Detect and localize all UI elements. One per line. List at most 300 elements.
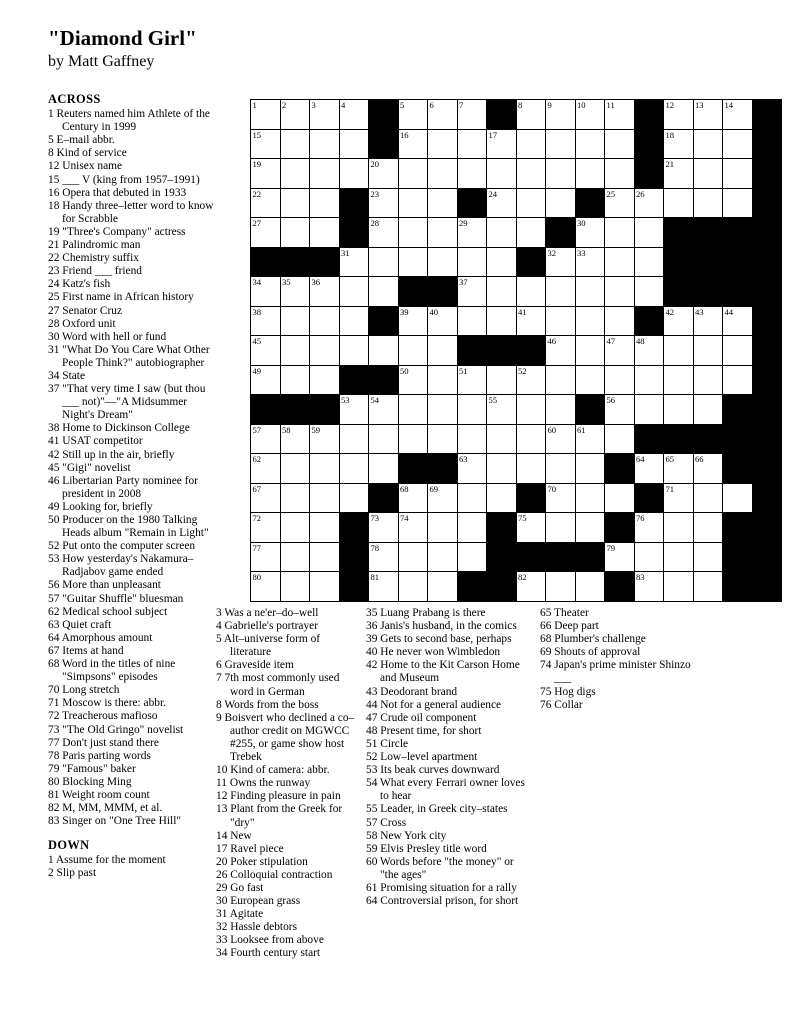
clue-item[interactable] [48,449,220,462]
clue-item[interactable] [216,803,364,829]
grid-cell[interactable] [428,365,458,395]
clue-item[interactable] [48,462,220,475]
grid-cell[interactable] [487,247,517,277]
grid-cell[interactable] [428,100,458,130]
grid-cell[interactable] [428,483,458,513]
grid-cell[interactable] [664,454,694,484]
grid-cell[interactable] [664,483,694,513]
grid-cell[interactable] [693,454,723,484]
grid-cell[interactable] [339,247,369,277]
grid-cell[interactable] [310,542,340,572]
grid-cell[interactable] [516,572,546,602]
grid-cell[interactable] [457,395,487,425]
grid-cell[interactable] [546,572,576,602]
grid-cell[interactable] [546,336,576,366]
grid-cell[interactable] [605,188,635,218]
clue-item[interactable] [48,239,220,252]
clue-item[interactable] [366,751,534,764]
clue-item[interactable] [216,712,364,764]
grid-cell[interactable] [487,188,517,218]
clue-item[interactable] [366,607,534,620]
grid-cell[interactable] [664,572,694,602]
clue-item[interactable] [216,764,364,777]
grid-cell[interactable] [428,395,458,425]
clue-item[interactable] [48,475,220,501]
grid-cell[interactable] [546,100,576,130]
grid-table[interactable] [250,99,782,602]
clue-item[interactable] [540,699,700,712]
grid-cell[interactable] [251,542,281,572]
grid-cell[interactable] [634,247,664,277]
grid-cell[interactable] [546,513,576,543]
grid-cell[interactable] [280,365,310,395]
clue-item[interactable] [48,606,220,619]
grid-cell[interactable] [310,336,340,366]
clue-item[interactable] [216,908,364,921]
grid-cell[interactable] [487,395,517,425]
crossword-grid[interactable] [250,99,782,602]
clue-item[interactable] [48,854,220,867]
grid-cell[interactable] [398,424,428,454]
grid-cell[interactable] [398,306,428,336]
grid-cell[interactable] [398,218,428,248]
clue-item[interactable] [366,699,534,712]
grid-cell[interactable] [398,129,428,159]
grid-cell[interactable] [339,277,369,307]
grid-cell[interactable] [310,306,340,336]
grid-cell[interactable] [280,129,310,159]
grid-cell[interactable] [280,483,310,513]
grid-cell[interactable] [251,188,281,218]
grid-cell[interactable] [605,365,635,395]
grid-cell[interactable] [693,542,723,572]
grid-cell[interactable] [310,100,340,130]
clue-item[interactable] [366,843,534,856]
grid-cell[interactable] [310,513,340,543]
grid-cell[interactable] [487,424,517,454]
grid-cell[interactable] [457,306,487,336]
grid-cell[interactable] [428,306,458,336]
grid-cell[interactable] [428,188,458,218]
clue-item[interactable] [216,777,364,790]
clue-item[interactable] [366,686,534,699]
grid-cell[interactable] [251,218,281,248]
grid-cell[interactable] [398,336,428,366]
clue-item[interactable] [366,882,534,895]
grid-cell[interactable] [339,129,369,159]
clue-item[interactable] [366,777,534,803]
clue-item[interactable] [48,802,220,815]
clue-item[interactable] [48,265,220,278]
grid-cell[interactable] [457,542,487,572]
clue-item[interactable] [48,867,220,880]
clue-item[interactable] [216,659,364,672]
grid-cell[interactable] [339,336,369,366]
grid-cell[interactable] [369,247,399,277]
grid-cell[interactable] [339,454,369,484]
grid-cell[interactable] [369,336,399,366]
grid-cell[interactable] [369,159,399,189]
grid-cell[interactable] [546,365,576,395]
clue-item[interactable] [366,725,534,738]
grid-cell[interactable] [634,542,664,572]
grid-cell[interactable] [634,336,664,366]
clue-item[interactable] [366,633,534,646]
grid-cell[interactable] [280,336,310,366]
clue-item[interactable] [48,658,220,684]
clue-item[interactable] [48,579,220,592]
grid-cell[interactable] [339,100,369,130]
grid-cell[interactable] [664,159,694,189]
grid-cell[interactable] [575,159,605,189]
grid-cell[interactable] [605,100,635,130]
grid-cell[interactable] [310,424,340,454]
grid-cell[interactable] [516,159,546,189]
grid-cell[interactable] [280,306,310,336]
grid-cell[interactable] [280,454,310,484]
grid-cell[interactable] [251,159,281,189]
grid-cell[interactable] [280,572,310,602]
grid-cell[interactable] [369,513,399,543]
grid-cell[interactable] [693,513,723,543]
clue-item[interactable] [48,344,220,370]
grid-cell[interactable] [251,100,281,130]
grid-cell[interactable] [251,306,281,336]
grid-cell[interactable] [575,424,605,454]
clue-item[interactable] [48,160,220,173]
grid-cell[interactable] [251,365,281,395]
grid-cell[interactable] [280,100,310,130]
grid-cell[interactable] [723,365,753,395]
grid-cell[interactable] [251,277,281,307]
grid-cell[interactable] [546,188,576,218]
grid-cell[interactable] [457,218,487,248]
grid-cell[interactable] [251,513,281,543]
grid-cell[interactable] [634,572,664,602]
grid-cell[interactable] [605,336,635,366]
grid-cell[interactable] [398,513,428,543]
grid-cell[interactable] [575,277,605,307]
grid-cell[interactable] [693,159,723,189]
grid-cell[interactable] [546,454,576,484]
clue-item[interactable] [216,947,364,960]
clue-item[interactable] [216,633,364,659]
grid-cell[interactable] [487,218,517,248]
grid-cell[interactable] [280,542,310,572]
clue-item[interactable] [48,278,220,291]
grid-cell[interactable] [369,395,399,425]
clue-item[interactable] [48,174,220,187]
grid-cell[interactable] [398,188,428,218]
grid-cell[interactable] [575,513,605,543]
grid-cell[interactable] [634,395,664,425]
grid-cell[interactable] [605,159,635,189]
grid-cell[interactable] [428,218,458,248]
clue-item[interactable] [48,305,220,318]
grid-cell[interactable] [398,247,428,277]
grid-cell[interactable] [398,395,428,425]
grid-cell[interactable] [516,129,546,159]
grid-cell[interactable] [310,188,340,218]
clue-item[interactable] [540,646,700,659]
grid-cell[interactable] [310,483,340,513]
grid-cell[interactable] [339,306,369,336]
grid-cell[interactable] [575,247,605,277]
grid-cell[interactable] [369,454,399,484]
clue-item[interactable] [48,501,220,514]
grid-cell[interactable] [605,247,635,277]
grid-cell[interactable] [605,483,635,513]
grid-cell[interactable] [487,365,517,395]
grid-cell[interactable] [310,218,340,248]
grid-cell[interactable] [457,483,487,513]
clue-item[interactable] [216,843,364,856]
grid-cell[interactable] [280,424,310,454]
grid-cell[interactable] [251,483,281,513]
grid-cell[interactable] [457,159,487,189]
clue-item[interactable] [216,921,364,934]
grid-cell[interactable] [605,424,635,454]
grid-cell[interactable] [575,336,605,366]
grid-cell[interactable] [339,483,369,513]
grid-cell[interactable] [723,159,753,189]
grid-cell[interactable] [634,218,664,248]
clue-item[interactable] [366,856,534,882]
grid-cell[interactable] [693,336,723,366]
clue-item[interactable] [48,632,220,645]
grid-cell[interactable] [310,277,340,307]
grid-cell[interactable] [664,365,694,395]
grid-cell[interactable] [280,159,310,189]
grid-cell[interactable] [605,129,635,159]
grid-cell[interactable] [369,424,399,454]
grid-cell[interactable] [251,572,281,602]
clue-item[interactable] [48,815,220,828]
grid-cell[interactable] [516,424,546,454]
grid-cell[interactable] [723,483,753,513]
clue-item[interactable] [216,699,364,712]
grid-cell[interactable] [575,483,605,513]
grid-cell[interactable] [693,483,723,513]
clue-item[interactable] [48,422,220,435]
grid-cell[interactable] [428,336,458,366]
grid-cell[interactable] [280,513,310,543]
grid-cell[interactable] [634,188,664,218]
clue-item[interactable] [216,790,364,803]
grid-cell[interactable] [398,572,428,602]
grid-cell[interactable] [428,572,458,602]
clue-item[interactable] [216,620,364,633]
grid-cell[interactable] [723,129,753,159]
clue-item[interactable] [48,108,220,134]
clue-item[interactable] [216,607,364,620]
grid-cell[interactable] [546,277,576,307]
clue-item[interactable] [48,593,220,606]
clue-item[interactable] [48,514,220,540]
grid-cell[interactable] [280,188,310,218]
grid-cell[interactable] [723,188,753,218]
grid-cell[interactable] [310,129,340,159]
grid-cell[interactable] [664,542,694,572]
grid-cell[interactable] [664,395,694,425]
clue-item[interactable] [48,134,220,147]
clue-item[interactable] [48,697,220,710]
clue-item[interactable] [48,291,220,304]
grid-cell[interactable] [398,365,428,395]
grid-cell[interactable] [280,277,310,307]
clue-item[interactable] [366,830,534,843]
grid-cell[interactable] [693,395,723,425]
grid-cell[interactable] [487,129,517,159]
clue-item[interactable] [366,646,534,659]
grid-cell[interactable] [339,424,369,454]
grid-cell[interactable] [457,424,487,454]
grid-cell[interactable] [398,542,428,572]
grid-cell[interactable] [575,129,605,159]
clue-item[interactable] [48,200,220,226]
grid-cell[interactable] [664,336,694,366]
grid-cell[interactable] [457,100,487,130]
grid-cell[interactable] [516,454,546,484]
clue-item[interactable] [48,187,220,200]
grid-cell[interactable] [546,483,576,513]
grid-cell[interactable] [575,365,605,395]
grid-cell[interactable] [310,159,340,189]
grid-cell[interactable] [516,100,546,130]
grid-cell[interactable] [428,129,458,159]
clue-item[interactable] [48,331,220,344]
grid-cell[interactable] [575,572,605,602]
clue-item[interactable] [48,318,220,331]
grid-cell[interactable] [310,365,340,395]
clue-item[interactable] [48,763,220,776]
grid-cell[interactable] [457,277,487,307]
clue-item[interactable] [216,672,364,698]
grid-cell[interactable] [605,542,635,572]
grid-cell[interactable] [664,129,694,159]
clue-item[interactable] [48,619,220,632]
clue-item[interactable] [48,553,220,579]
grid-cell[interactable] [369,188,399,218]
grid-cell[interactable] [428,424,458,454]
clue-item[interactable] [48,370,220,383]
clue-item[interactable] [48,226,220,239]
clue-item[interactable] [48,684,220,697]
grid-cell[interactable] [457,247,487,277]
grid-cell[interactable] [487,159,517,189]
grid-cell[interactable] [693,129,723,159]
clue-item[interactable] [216,830,364,843]
grid-cell[interactable] [457,454,487,484]
grid-cell[interactable] [516,218,546,248]
clue-item[interactable] [366,738,534,751]
grid-cell[interactable] [369,218,399,248]
grid-cell[interactable] [398,159,428,189]
clue-item[interactable] [216,869,364,882]
grid-cell[interactable] [516,277,546,307]
grid-cell[interactable] [369,572,399,602]
grid-cell[interactable] [693,100,723,130]
grid-cell[interactable] [723,100,753,130]
grid-cell[interactable] [723,336,753,366]
grid-cell[interactable] [369,277,399,307]
grid-cell[interactable] [634,513,664,543]
grid-cell[interactable] [428,542,458,572]
clue-item[interactable] [216,856,364,869]
grid-cell[interactable] [634,454,664,484]
grid-cell[interactable] [605,395,635,425]
grid-cell[interactable] [251,454,281,484]
grid-cell[interactable] [339,159,369,189]
grid-cell[interactable] [575,306,605,336]
grid-cell[interactable] [546,159,576,189]
clue-item[interactable] [216,934,364,947]
grid-cell[interactable] [428,159,458,189]
grid-cell[interactable] [487,306,517,336]
grid-cell[interactable] [457,365,487,395]
grid-cell[interactable] [516,365,546,395]
clue-item[interactable] [366,895,534,908]
grid-cell[interactable] [516,188,546,218]
grid-cell[interactable] [634,277,664,307]
clue-item[interactable] [48,724,220,737]
grid-cell[interactable] [546,129,576,159]
grid-cell[interactable] [693,365,723,395]
grid-cell[interactable] [575,100,605,130]
clue-item[interactable] [366,764,534,777]
clue-item[interactable] [48,737,220,750]
grid-cell[interactable] [575,454,605,484]
clue-item[interactable] [540,607,700,620]
clue-item[interactable] [48,252,220,265]
grid-cell[interactable] [487,454,517,484]
clue-item[interactable] [48,750,220,763]
grid-cell[interactable] [693,306,723,336]
grid-cell[interactable] [310,572,340,602]
clue-item[interactable] [48,645,220,658]
grid-cell[interactable] [575,218,605,248]
clue-item[interactable] [48,776,220,789]
grid-cell[interactable] [693,188,723,218]
grid-cell[interactable] [369,542,399,572]
grid-cell[interactable] [516,395,546,425]
grid-cell[interactable] [251,129,281,159]
clue-item[interactable] [540,686,700,699]
grid-cell[interactable] [457,513,487,543]
grid-cell[interactable] [664,513,694,543]
clue-item[interactable] [48,383,220,422]
grid-cell[interactable] [516,513,546,543]
grid-cell[interactable] [516,306,546,336]
clue-item[interactable] [48,147,220,160]
grid-cell[interactable] [457,129,487,159]
grid-cell[interactable] [398,100,428,130]
clue-item[interactable] [366,803,534,816]
grid-cell[interactable] [605,218,635,248]
grid-cell[interactable] [339,395,369,425]
clue-item[interactable] [366,712,534,725]
clue-item[interactable] [366,659,534,685]
grid-cell[interactable] [546,424,576,454]
grid-cell[interactable] [605,277,635,307]
clue-item[interactable] [216,882,364,895]
grid-cell[interactable] [428,513,458,543]
clue-item[interactable] [366,620,534,633]
grid-cell[interactable] [546,395,576,425]
clue-item[interactable] [540,659,700,685]
grid-cell[interactable] [487,483,517,513]
grid-cell[interactable] [723,306,753,336]
